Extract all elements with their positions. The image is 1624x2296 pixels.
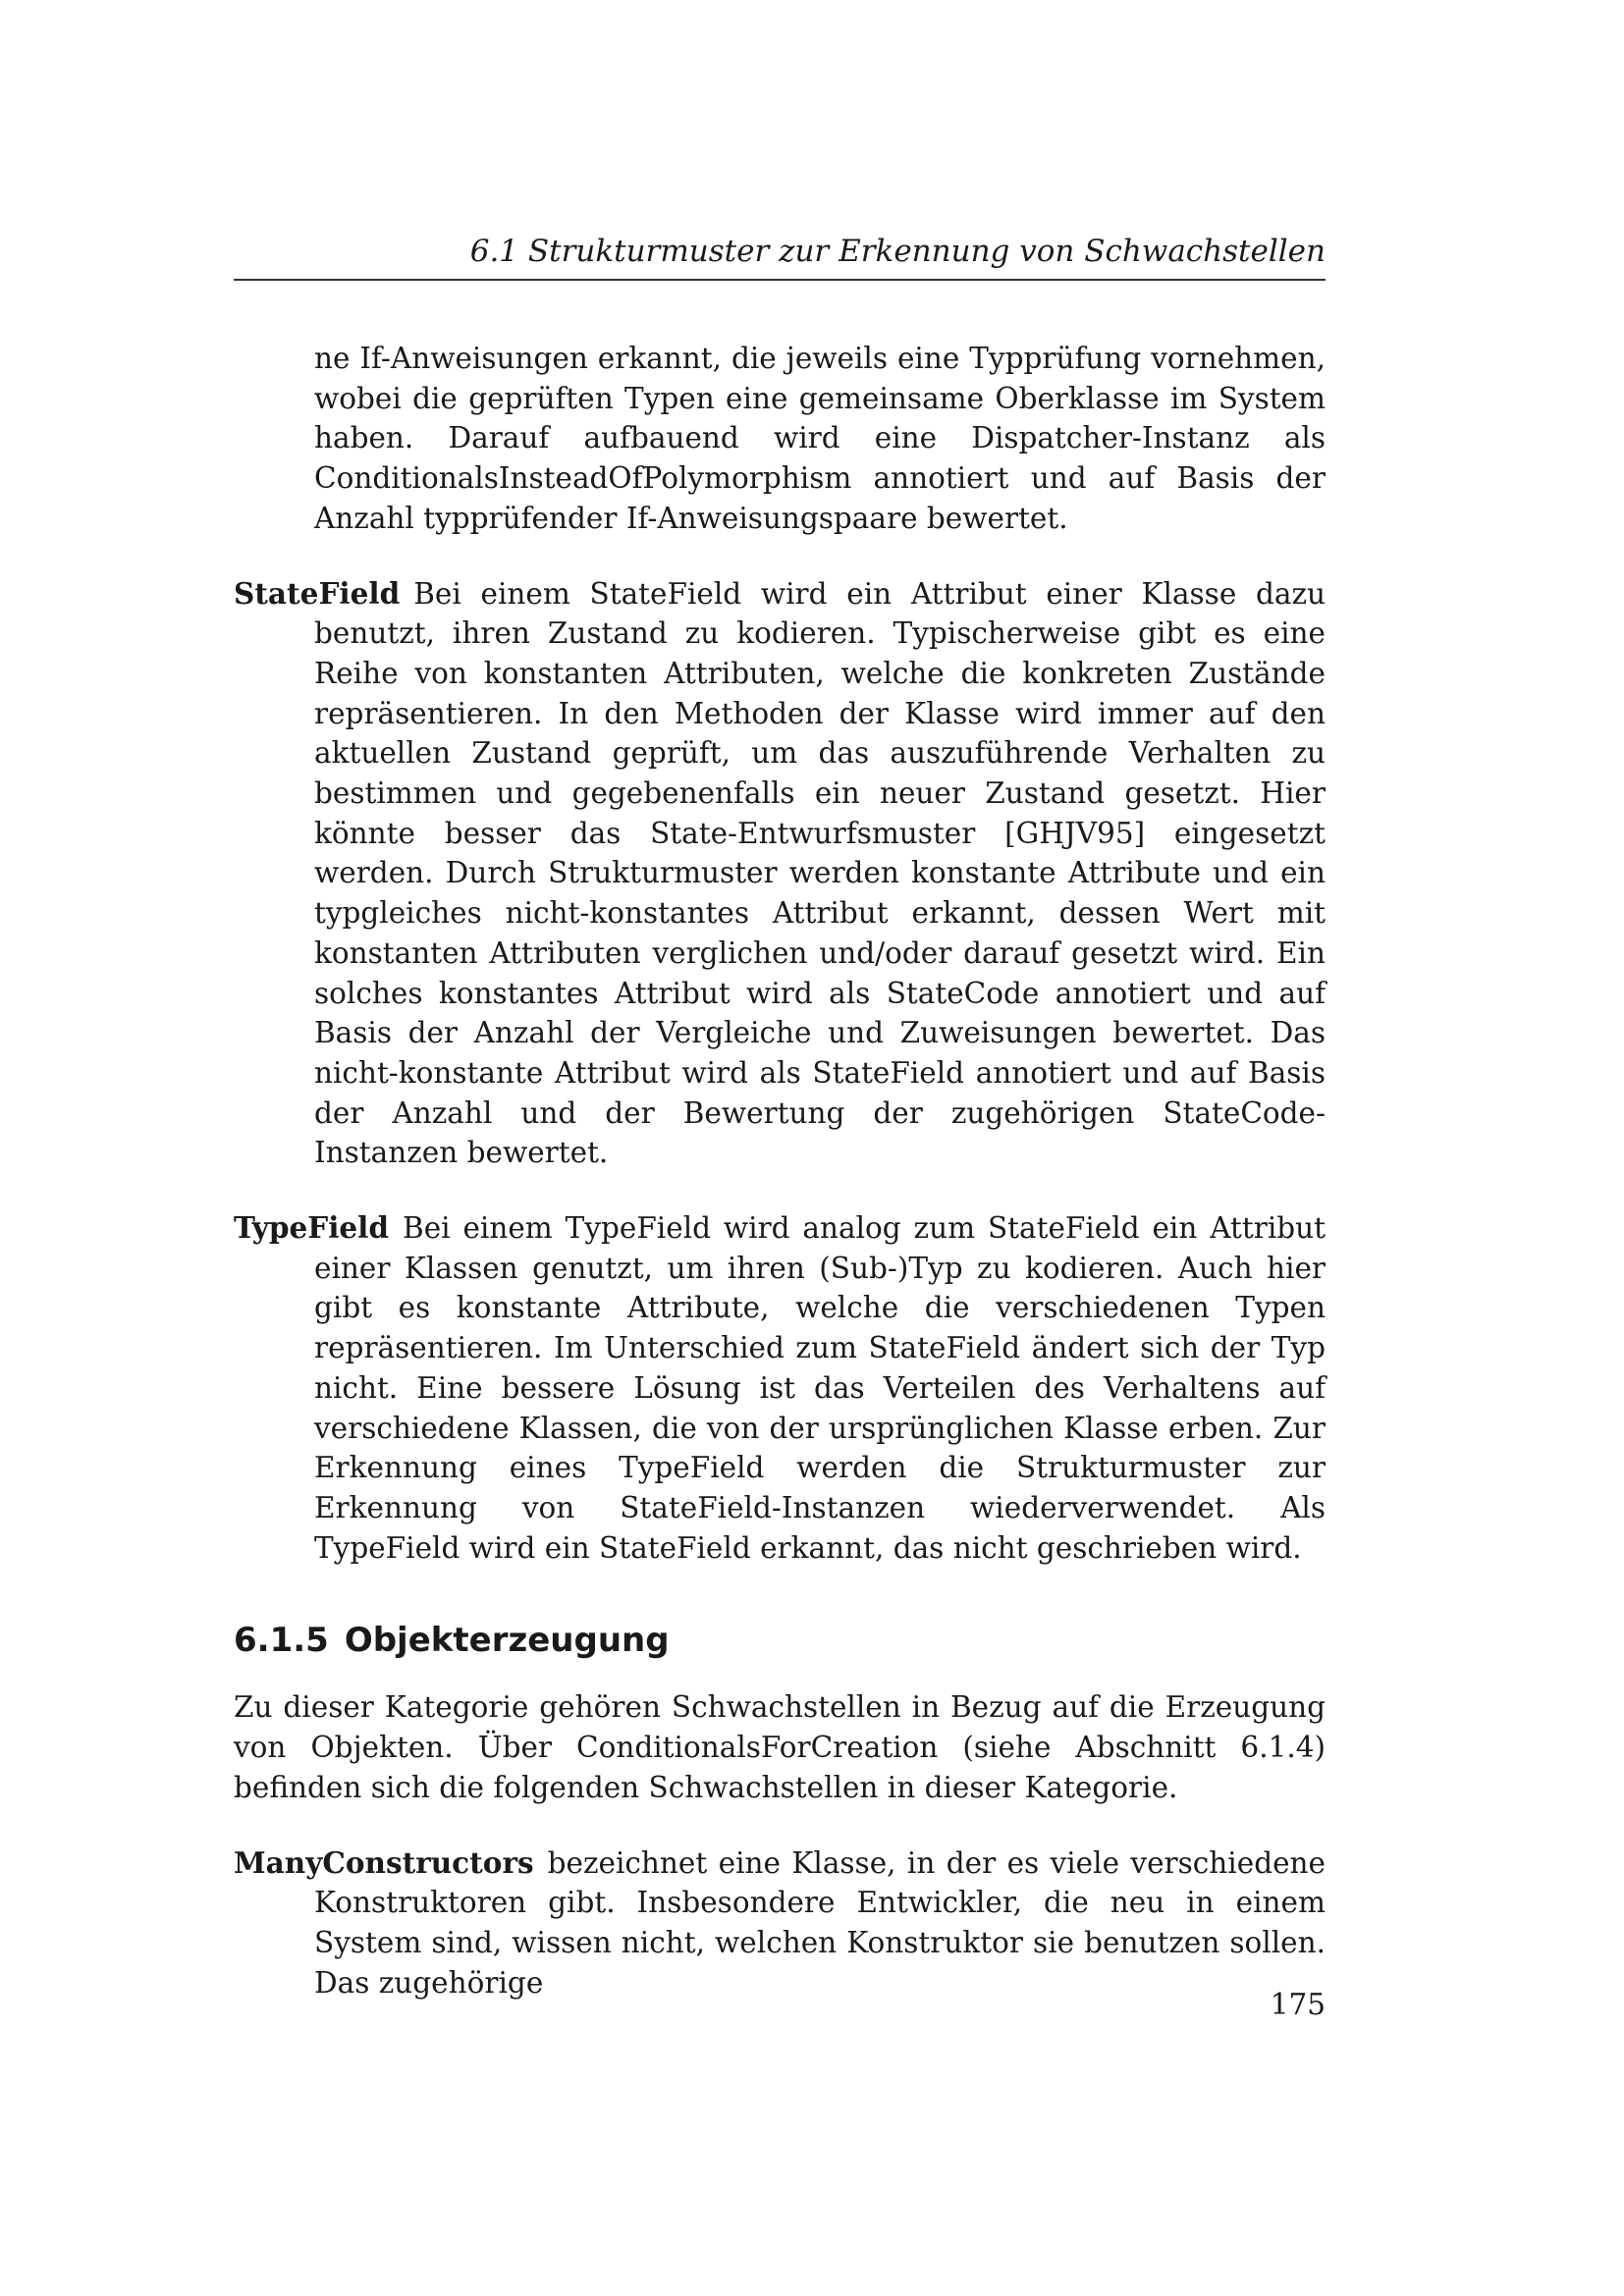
definition-entry-manyconstructors bbox=[234, 1843, 1326, 2003]
definition-term: StateField bbox=[234, 575, 401, 611]
definition-entry-statefield bbox=[234, 574, 1326, 1174]
section-number: 6.1.5 bbox=[234, 1621, 329, 1661]
section-intro-paragraph: Zu dieser Kategorie gehören Schwachstellen in Bezug auf die Erzeugung von Objekten. Über ConditionalsForCreation (siehe Abschnitt 6.1.4) befinden sich die folgenden Schwachstellen in dieser Kategorie. bbox=[234, 1690, 1326, 1804]
section-heading bbox=[234, 1617, 1326, 1664]
running-header: 6.1 Strukturmuster zur Erkennung von Schwachstellen bbox=[234, 230, 1326, 281]
definition-text: bezeichnet eine Klasse, in der es viele verschiedene Konstruktoren gibt. Insbesondere Entwickler, die neu in einem System sind, wissen nicht, welchen Konstruktor sie benutzen sollen. Das zugehörige bbox=[314, 1845, 1326, 2000]
page-number: 175 bbox=[1270, 1988, 1326, 2021]
definition-text: Bei einem StateField wird ein Attribut einer Klasse dazu benutzt, ihren Zustand zu kodieren. Typischerweise gibt es eine Reihe von konstanten Attributen, welche die konkreten Zustände repräsentieren. In den Methoden der Klasse wird immer auf den aktuellen Zustand geprüft, um das auszuführende Verhalten zu bestimmen und gegebenenfalls ein neuer Zustand gesetzt. Hier könnte besser das State-Entwurfsmuster [GHJV95] eingesetzt werden. Durch Strukturmuster werden konstante Attribute und ein typgleiches nicht-konstantes Attribut erkannt, dessen Wert mit konstanten Attributen verglichen und/oder darauf gesetzt wird. Ein solches konstantes Attribut wird als StateCode annotiert und auf Basis der Anzahl der Vergleiche und Zuweisungen bewertet. Das nicht-konstante Attribut wird als StateField annotiert und auf Basis der Anzahl und der Bewertung der zugehörigen StateCode-Instanzen bewertet. bbox=[314, 576, 1326, 1170]
definition-entry-typefield bbox=[234, 1208, 1326, 1568]
definition-term: ManyConstructors bbox=[234, 1844, 534, 1880]
section-title: Objekterzeugung bbox=[344, 1621, 670, 1661]
continuation-paragraph: ne If-Anweisungen erkannt, die jeweils eine Typprüfung vornehmen, wobei die geprüften Typen eine gemeinsame Oberklasse im System haben. Darauf aufbauend wird eine Dispatcher-Instanz als ConditionalsInsteadOfPolymorphism annotiert und auf Basis der Anzahl typprüfender If-Anweisungspaare bewertet. bbox=[314, 342, 1326, 535]
definition-text: Bei einem TypeField wird analog zum StateField ein Attribut einer Klassen genutzt, um ihren (Sub-)Typ zu kodieren. Auch hier gibt es konstante Attribute, welche die verschiedenen Typen repräsentieren. Im Unterschied zum StateField ändert sich der Typ nicht. Eine bessere Lösung ist das Verteilen des Verhaltens auf verschiedene Klassen, die von der ursprünglichen Klasse erben. Zur Erkennung eines TypeField werden die Strukturmuster zur Erkennung von StateField-Instanzen wiederverwendet. Als TypeField wird ein StateField erkannt, das nicht geschrieben wird. bbox=[314, 1211, 1326, 1565]
definition-term: TypeField bbox=[234, 1210, 390, 1246]
page-body bbox=[234, 339, 1326, 2002]
